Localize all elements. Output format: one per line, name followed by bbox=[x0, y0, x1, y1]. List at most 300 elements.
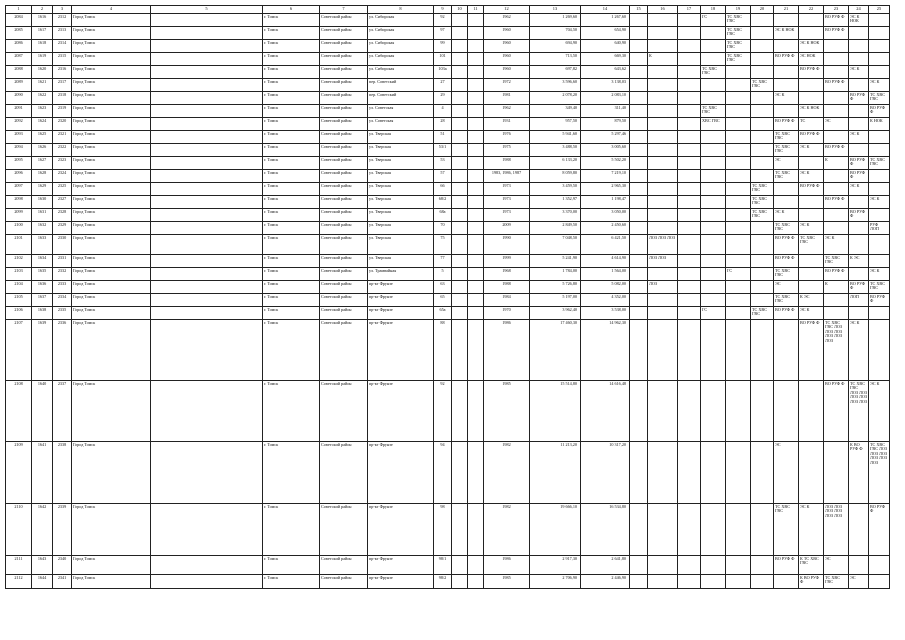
table-cell: 2324 bbox=[53, 170, 72, 183]
table-cell: Советский район bbox=[320, 183, 368, 196]
table-cell bbox=[678, 170, 701, 183]
table-cell bbox=[151, 14, 263, 27]
table-cell: Советский район bbox=[320, 131, 368, 144]
table-cell: ЭС К bbox=[849, 183, 869, 196]
table-cell: г. Томск bbox=[263, 53, 320, 66]
table-cell: ЭС К bbox=[849, 66, 869, 79]
table-cell: ХВС ГВС bbox=[701, 118, 726, 131]
table-cell bbox=[726, 255, 751, 268]
column-number: 1 bbox=[6, 6, 32, 14]
table-cell: г. Томск bbox=[263, 118, 320, 131]
table-cell: Город Томск bbox=[72, 575, 151, 589]
table-cell bbox=[774, 183, 799, 196]
table-cell bbox=[452, 79, 468, 92]
table-cell bbox=[630, 504, 648, 556]
table-cell bbox=[630, 222, 648, 235]
table-cell: 68а bbox=[434, 209, 452, 222]
table-cell: 1988 bbox=[484, 157, 530, 170]
table-cell bbox=[678, 14, 701, 27]
table-cell bbox=[774, 79, 799, 92]
table-cell: ЭС НОК bbox=[799, 53, 824, 66]
table-cell: ЭС К НОК bbox=[799, 105, 824, 118]
column-number: 12 bbox=[484, 6, 530, 14]
table-cell: ул. Тверская bbox=[368, 235, 434, 255]
table-cell: ул. Сибирская bbox=[368, 27, 434, 40]
table-cell: 2 849,50 bbox=[530, 222, 581, 235]
table-cell bbox=[751, 442, 774, 504]
table-cell: Город Томск bbox=[72, 66, 151, 79]
table-cell bbox=[452, 40, 468, 53]
table-cell: 4 614,90 bbox=[581, 255, 630, 268]
table-cell bbox=[630, 294, 648, 307]
table-cell: Советский район bbox=[320, 575, 368, 589]
table-cell bbox=[849, 79, 869, 92]
table-cell: 2 078,20 bbox=[530, 92, 581, 105]
table-cell bbox=[824, 92, 849, 105]
table-cell bbox=[869, 131, 890, 144]
table-cell bbox=[701, 79, 726, 92]
table-row bbox=[6, 79, 890, 92]
table-cell: ВО РУФ Ф bbox=[824, 268, 849, 281]
table-cell bbox=[151, 556, 263, 575]
column-number: 6 bbox=[263, 6, 320, 14]
table-cell bbox=[701, 92, 726, 105]
table-cell bbox=[751, 556, 774, 575]
table-cell: г. Томск bbox=[263, 504, 320, 556]
table-cell bbox=[824, 53, 849, 66]
table-cell bbox=[468, 27, 484, 40]
table-row bbox=[6, 294, 890, 307]
table-cell: 1635 bbox=[32, 268, 53, 281]
table-cell bbox=[468, 196, 484, 209]
table-cell bbox=[726, 575, 751, 589]
table-cell: ул. Советская bbox=[368, 118, 434, 131]
table-cell bbox=[726, 504, 751, 556]
table-cell: 1986 bbox=[484, 320, 530, 381]
table-cell: 1983, 1986, 1987 bbox=[484, 170, 530, 183]
column-number: 18 bbox=[701, 6, 726, 14]
table-cell: 311,40 bbox=[581, 105, 630, 118]
table-cell: 17 460,30 bbox=[530, 320, 581, 381]
table-cell: ТС ХВС ГВС ЛОЗ ЛОЗ ЛОЗ ЛОЗ ЛОЗ ЛОЗ bbox=[869, 442, 890, 504]
table-cell bbox=[849, 307, 869, 320]
table-cell: 98/1 bbox=[434, 556, 452, 575]
table-cell bbox=[751, 14, 774, 27]
table-cell: пр-кт Фрунзе bbox=[368, 320, 434, 381]
table-cell bbox=[726, 222, 751, 235]
table-cell bbox=[468, 183, 484, 196]
table-cell: 2094 bbox=[6, 144, 32, 157]
table-cell: 654,90 bbox=[581, 27, 630, 40]
table-cell bbox=[869, 53, 890, 66]
table-cell bbox=[751, 105, 774, 118]
table-cell: г. Томск bbox=[263, 144, 320, 157]
table-cell bbox=[648, 209, 678, 222]
table-cell bbox=[630, 79, 648, 92]
table-cell bbox=[151, 504, 263, 556]
table-cell bbox=[630, 320, 648, 381]
table-cell bbox=[678, 131, 701, 144]
table-cell bbox=[468, 209, 484, 222]
table-cell: 2 446,90 bbox=[581, 575, 630, 589]
table-cell: ВО РУФ Ф bbox=[774, 556, 799, 575]
table-cell bbox=[648, 131, 678, 144]
table-cell: 92 bbox=[434, 381, 452, 442]
table-cell bbox=[648, 556, 678, 575]
table-cell bbox=[751, 381, 774, 442]
table-cell bbox=[468, 118, 484, 131]
table-cell: ЛОЗ ЛОЗ ЛОЗ bbox=[648, 235, 678, 255]
table-cell: 5 502,20 bbox=[581, 157, 630, 170]
table-cell: 1 564,00 bbox=[581, 268, 630, 281]
table-cell bbox=[678, 157, 701, 170]
table-cell: 1623 bbox=[32, 105, 53, 118]
table-cell bbox=[678, 183, 701, 196]
table-row bbox=[6, 53, 890, 66]
table-cell bbox=[774, 66, 799, 79]
table-cell: 2333 bbox=[53, 281, 72, 294]
table-cell: 694,90 bbox=[530, 40, 581, 53]
table-cell bbox=[849, 53, 869, 66]
table-cell: Советский район bbox=[320, 281, 368, 294]
table-cell bbox=[799, 381, 824, 442]
table-cell bbox=[726, 157, 751, 170]
table-cell: ВО РУФ Ф bbox=[774, 255, 799, 268]
table-cell: ул. Тверская bbox=[368, 131, 434, 144]
table-cell: 957,50 bbox=[530, 118, 581, 131]
table-cell bbox=[751, 504, 774, 556]
table-cell: 1632 bbox=[32, 222, 53, 235]
table-cell: РУФ ЛОП bbox=[869, 222, 890, 235]
table-cell: Советский район bbox=[320, 294, 368, 307]
table-cell: 1931 bbox=[484, 118, 530, 131]
table-cell bbox=[726, 92, 751, 105]
table-cell: ТС ХВС ГВС bbox=[869, 157, 890, 170]
table-cell bbox=[751, 53, 774, 66]
table-cell bbox=[701, 131, 726, 144]
table-cell: 1976 bbox=[484, 131, 530, 144]
table-cell bbox=[151, 196, 263, 209]
table-cell bbox=[630, 575, 648, 589]
table-cell: ЭС bbox=[849, 575, 869, 589]
table-cell: г. Томск bbox=[263, 307, 320, 320]
table-cell: 2340 bbox=[53, 556, 72, 575]
table-cell: 2334 bbox=[53, 294, 72, 307]
table-cell: ЭС К bbox=[799, 170, 824, 183]
table-cell bbox=[630, 235, 648, 255]
table-cell bbox=[869, 66, 890, 79]
table-cell: 3 370,00 bbox=[530, 209, 581, 222]
table-cell bbox=[726, 209, 751, 222]
table-cell: г. Томск bbox=[263, 66, 320, 79]
table-cell bbox=[774, 14, 799, 27]
table-cell: 2098 bbox=[6, 196, 32, 209]
table-cell: Советский район bbox=[320, 27, 368, 40]
table-cell: ЭС К bbox=[774, 209, 799, 222]
table-cell bbox=[726, 556, 751, 575]
table-cell: Советский район bbox=[320, 320, 368, 381]
table-cell: 11 213,20 bbox=[530, 442, 581, 504]
table-cell bbox=[849, 556, 869, 575]
table-cell bbox=[726, 307, 751, 320]
table-cell: 2 641,80 bbox=[581, 556, 630, 575]
table-cell: г. Томск bbox=[263, 222, 320, 235]
table-cell: ЭС К bbox=[869, 381, 890, 442]
column-number: 10 bbox=[452, 6, 468, 14]
table-cell bbox=[849, 27, 869, 40]
table-cell: 1986 bbox=[484, 556, 530, 575]
table-cell: 2328 bbox=[53, 209, 72, 222]
table-cell bbox=[630, 27, 648, 40]
table-cell bbox=[151, 53, 263, 66]
table-cell: 2107 bbox=[6, 320, 32, 381]
table-cell bbox=[151, 144, 263, 157]
table-cell: ЭС К bbox=[799, 144, 824, 157]
table-cell: пр-кт Фрунзе bbox=[368, 307, 434, 320]
table-cell bbox=[452, 320, 468, 381]
table-cell bbox=[751, 294, 774, 307]
table-cell: ТС ХВС ГВС bbox=[799, 235, 824, 255]
table-cell: К ВО РУФ Ф bbox=[849, 442, 869, 504]
table-cell: ЭС К bbox=[799, 222, 824, 235]
table-cell bbox=[151, 27, 263, 40]
table-cell: К bbox=[824, 157, 849, 170]
table-cell: 1990 bbox=[484, 235, 530, 255]
table-cell: ВО РУФ Ф bbox=[799, 131, 824, 144]
table-cell: ЭС bbox=[774, 157, 799, 170]
table-cell bbox=[701, 320, 726, 381]
table-cell bbox=[468, 157, 484, 170]
table-cell bbox=[678, 53, 701, 66]
table-cell: г. Томск bbox=[263, 209, 320, 222]
table-cell: 2317 bbox=[53, 79, 72, 92]
table-cell bbox=[151, 268, 263, 281]
table-cell bbox=[151, 255, 263, 268]
column-number: 20 bbox=[751, 6, 774, 14]
table-cell: 66 bbox=[434, 183, 452, 196]
table-cell: ТС ХВС ГВС bbox=[751, 307, 774, 320]
column-number: 14 bbox=[581, 6, 630, 14]
table-cell bbox=[799, 209, 824, 222]
table-cell: ЭС bbox=[824, 556, 849, 575]
table-cell bbox=[678, 144, 701, 157]
table-cell bbox=[701, 442, 726, 504]
table-cell: Город Томск bbox=[72, 268, 151, 281]
table-cell: 2102 bbox=[6, 255, 32, 268]
table-cell bbox=[869, 235, 890, 255]
table-row bbox=[6, 556, 890, 575]
table-cell bbox=[869, 183, 890, 196]
table-cell: ул. Тверская bbox=[368, 222, 434, 235]
table-cell bbox=[630, 14, 648, 27]
table-cell: 57 bbox=[434, 170, 452, 183]
table-cell bbox=[151, 209, 263, 222]
table-cell: 68/2 bbox=[434, 196, 452, 209]
table-cell: 2097 bbox=[6, 183, 32, 196]
table-cell: пр-кт Фрунзе bbox=[368, 381, 434, 442]
table-cell: пр-кт Фрунзе bbox=[368, 281, 434, 294]
table-cell bbox=[678, 235, 701, 255]
table-cell: ВО РУФ Ф bbox=[824, 381, 849, 442]
column-number: 23 bbox=[824, 6, 849, 14]
table-cell: Город Томск bbox=[72, 170, 151, 183]
table-cell: 2336 bbox=[53, 320, 72, 381]
table-cell bbox=[452, 307, 468, 320]
table-cell: ул. Сибирская bbox=[368, 53, 434, 66]
table-cell: 704,50 bbox=[530, 27, 581, 40]
table-cell: 2314 bbox=[53, 40, 72, 53]
table-cell: 1617 bbox=[32, 27, 53, 40]
table-cell: 1975 bbox=[484, 144, 530, 157]
table-cell: 65а bbox=[434, 307, 452, 320]
table-cell bbox=[701, 196, 726, 209]
table-cell: 879,50 bbox=[581, 118, 630, 131]
table-cell bbox=[452, 92, 468, 105]
table-cell bbox=[452, 268, 468, 281]
table-cell: г. Томск bbox=[263, 294, 320, 307]
table-cell: 5 197,00 bbox=[530, 294, 581, 307]
table-cell: 2327 bbox=[53, 196, 72, 209]
table-cell: ЭС К bbox=[799, 307, 824, 320]
table-cell: Город Томск bbox=[72, 381, 151, 442]
table-cell bbox=[799, 14, 824, 27]
table-cell: 2108 bbox=[6, 381, 32, 442]
table-cell bbox=[151, 183, 263, 196]
table-cell: ТС bbox=[799, 118, 824, 131]
table-cell: 14 962,30 bbox=[581, 320, 630, 381]
table-cell bbox=[849, 222, 869, 235]
table-cell: ул. Сибирская bbox=[368, 40, 434, 53]
table-cell: 28 bbox=[434, 118, 452, 131]
table-cell: г. Томск bbox=[263, 196, 320, 209]
table-cell: 2089 bbox=[6, 79, 32, 92]
table-cell: Город Томск bbox=[72, 255, 151, 268]
table-cell: 53 bbox=[434, 157, 452, 170]
table-cell: Советский район bbox=[320, 381, 368, 442]
register-table bbox=[5, 5, 890, 589]
table-cell: 27 bbox=[434, 79, 452, 92]
table-cell: 2087 bbox=[6, 53, 32, 66]
table-cell: 101 bbox=[434, 53, 452, 66]
table-cell: 2315 bbox=[53, 53, 72, 66]
table-cell: ВО РУФ Ф bbox=[824, 14, 849, 27]
table-cell: г. Томск bbox=[263, 381, 320, 442]
table-cell: ул. Тверская bbox=[368, 170, 434, 183]
table-cell: 2112 bbox=[6, 575, 32, 589]
table-cell bbox=[701, 281, 726, 294]
table-cell bbox=[151, 157, 263, 170]
table-cell: 1970 bbox=[484, 307, 530, 320]
table-cell bbox=[701, 209, 726, 222]
table-cell bbox=[452, 53, 468, 66]
table-cell bbox=[151, 92, 263, 105]
table-cell bbox=[630, 381, 648, 442]
table-row bbox=[6, 209, 890, 222]
table-cell bbox=[452, 157, 468, 170]
table-cell bbox=[648, 118, 678, 131]
table-cell bbox=[648, 14, 678, 27]
table-cell: 1960 bbox=[484, 40, 530, 53]
table-cell: ВО РУФ Ф bbox=[824, 79, 849, 92]
table-cell: Советский район bbox=[320, 196, 368, 209]
table-cell: 2110 bbox=[6, 504, 32, 556]
table-cell bbox=[151, 170, 263, 183]
table-cell: ул. Сибирская bbox=[368, 14, 434, 27]
table-cell: 2095 bbox=[6, 157, 32, 170]
table-cell bbox=[701, 504, 726, 556]
table-cell: 1643 bbox=[32, 556, 53, 575]
table-cell bbox=[468, 40, 484, 53]
table-cell bbox=[468, 381, 484, 442]
table-cell: 2312 bbox=[53, 14, 72, 27]
table-cell: г. Томск bbox=[263, 320, 320, 381]
table-cell: 2318 bbox=[53, 92, 72, 105]
table-cell bbox=[648, 79, 678, 92]
table-cell bbox=[630, 157, 648, 170]
table-cell: 3 050,00 bbox=[581, 209, 630, 222]
table-cell: Город Томск bbox=[72, 144, 151, 157]
table-cell: 2088 bbox=[6, 66, 32, 79]
table-cell: 2338 bbox=[53, 442, 72, 504]
table-cell: Город Томск bbox=[72, 27, 151, 40]
table-row bbox=[6, 504, 890, 556]
table-cell: Советский район bbox=[320, 268, 368, 281]
table-cell: 1960 bbox=[484, 53, 530, 66]
table-cell bbox=[468, 504, 484, 556]
table-cell: Советский район bbox=[320, 209, 368, 222]
table-row bbox=[6, 235, 890, 255]
table-cell: 643,62 bbox=[581, 66, 630, 79]
table-cell bbox=[630, 209, 648, 222]
table-cell: 2323 bbox=[53, 157, 72, 170]
table-cell: 15 514,80 bbox=[530, 381, 581, 442]
table-cell bbox=[701, 222, 726, 235]
table-cell: 1984 bbox=[484, 294, 530, 307]
table-cell: 88 bbox=[434, 320, 452, 381]
table-cell bbox=[630, 53, 648, 66]
table-cell bbox=[468, 105, 484, 118]
table-cell: ТС ХВС ГВС bbox=[774, 268, 799, 281]
table-cell: ВО РУФ Ф bbox=[774, 235, 799, 255]
table-row bbox=[6, 183, 890, 196]
table-cell bbox=[452, 105, 468, 118]
table-cell bbox=[630, 144, 648, 157]
table-cell bbox=[468, 235, 484, 255]
table-cell: 1973 bbox=[484, 196, 530, 209]
column-number: 15 bbox=[630, 6, 648, 14]
table-cell: 713,50 bbox=[530, 53, 581, 66]
table-cell: 6 421,50 bbox=[581, 235, 630, 255]
table-cell: ТС ХВС ГВС bbox=[869, 92, 890, 105]
table-row bbox=[6, 222, 890, 235]
table-cell: ЭС К bbox=[869, 79, 890, 92]
table-cell: 1633 bbox=[32, 235, 53, 255]
table-cell bbox=[869, 144, 890, 157]
table-cell: ул. Трамвайная bbox=[368, 268, 434, 281]
column-number: 19 bbox=[726, 6, 751, 14]
table-cell bbox=[869, 170, 890, 183]
table-cell: ЛОЗ ЛОЗ bbox=[648, 255, 678, 268]
table-cell: 5 941,60 bbox=[530, 131, 581, 144]
table-cell: пр-кт Фрунзе bbox=[368, 504, 434, 556]
table-cell: г. Томск bbox=[263, 556, 320, 575]
table-cell: Город Томск bbox=[72, 235, 151, 255]
table-cell bbox=[824, 131, 849, 144]
table-cell: Советский район bbox=[320, 307, 368, 320]
table-cell: ТС ХВС ГВС bbox=[726, 53, 751, 66]
table-cell bbox=[452, 27, 468, 40]
table-cell: 70 bbox=[434, 222, 452, 235]
